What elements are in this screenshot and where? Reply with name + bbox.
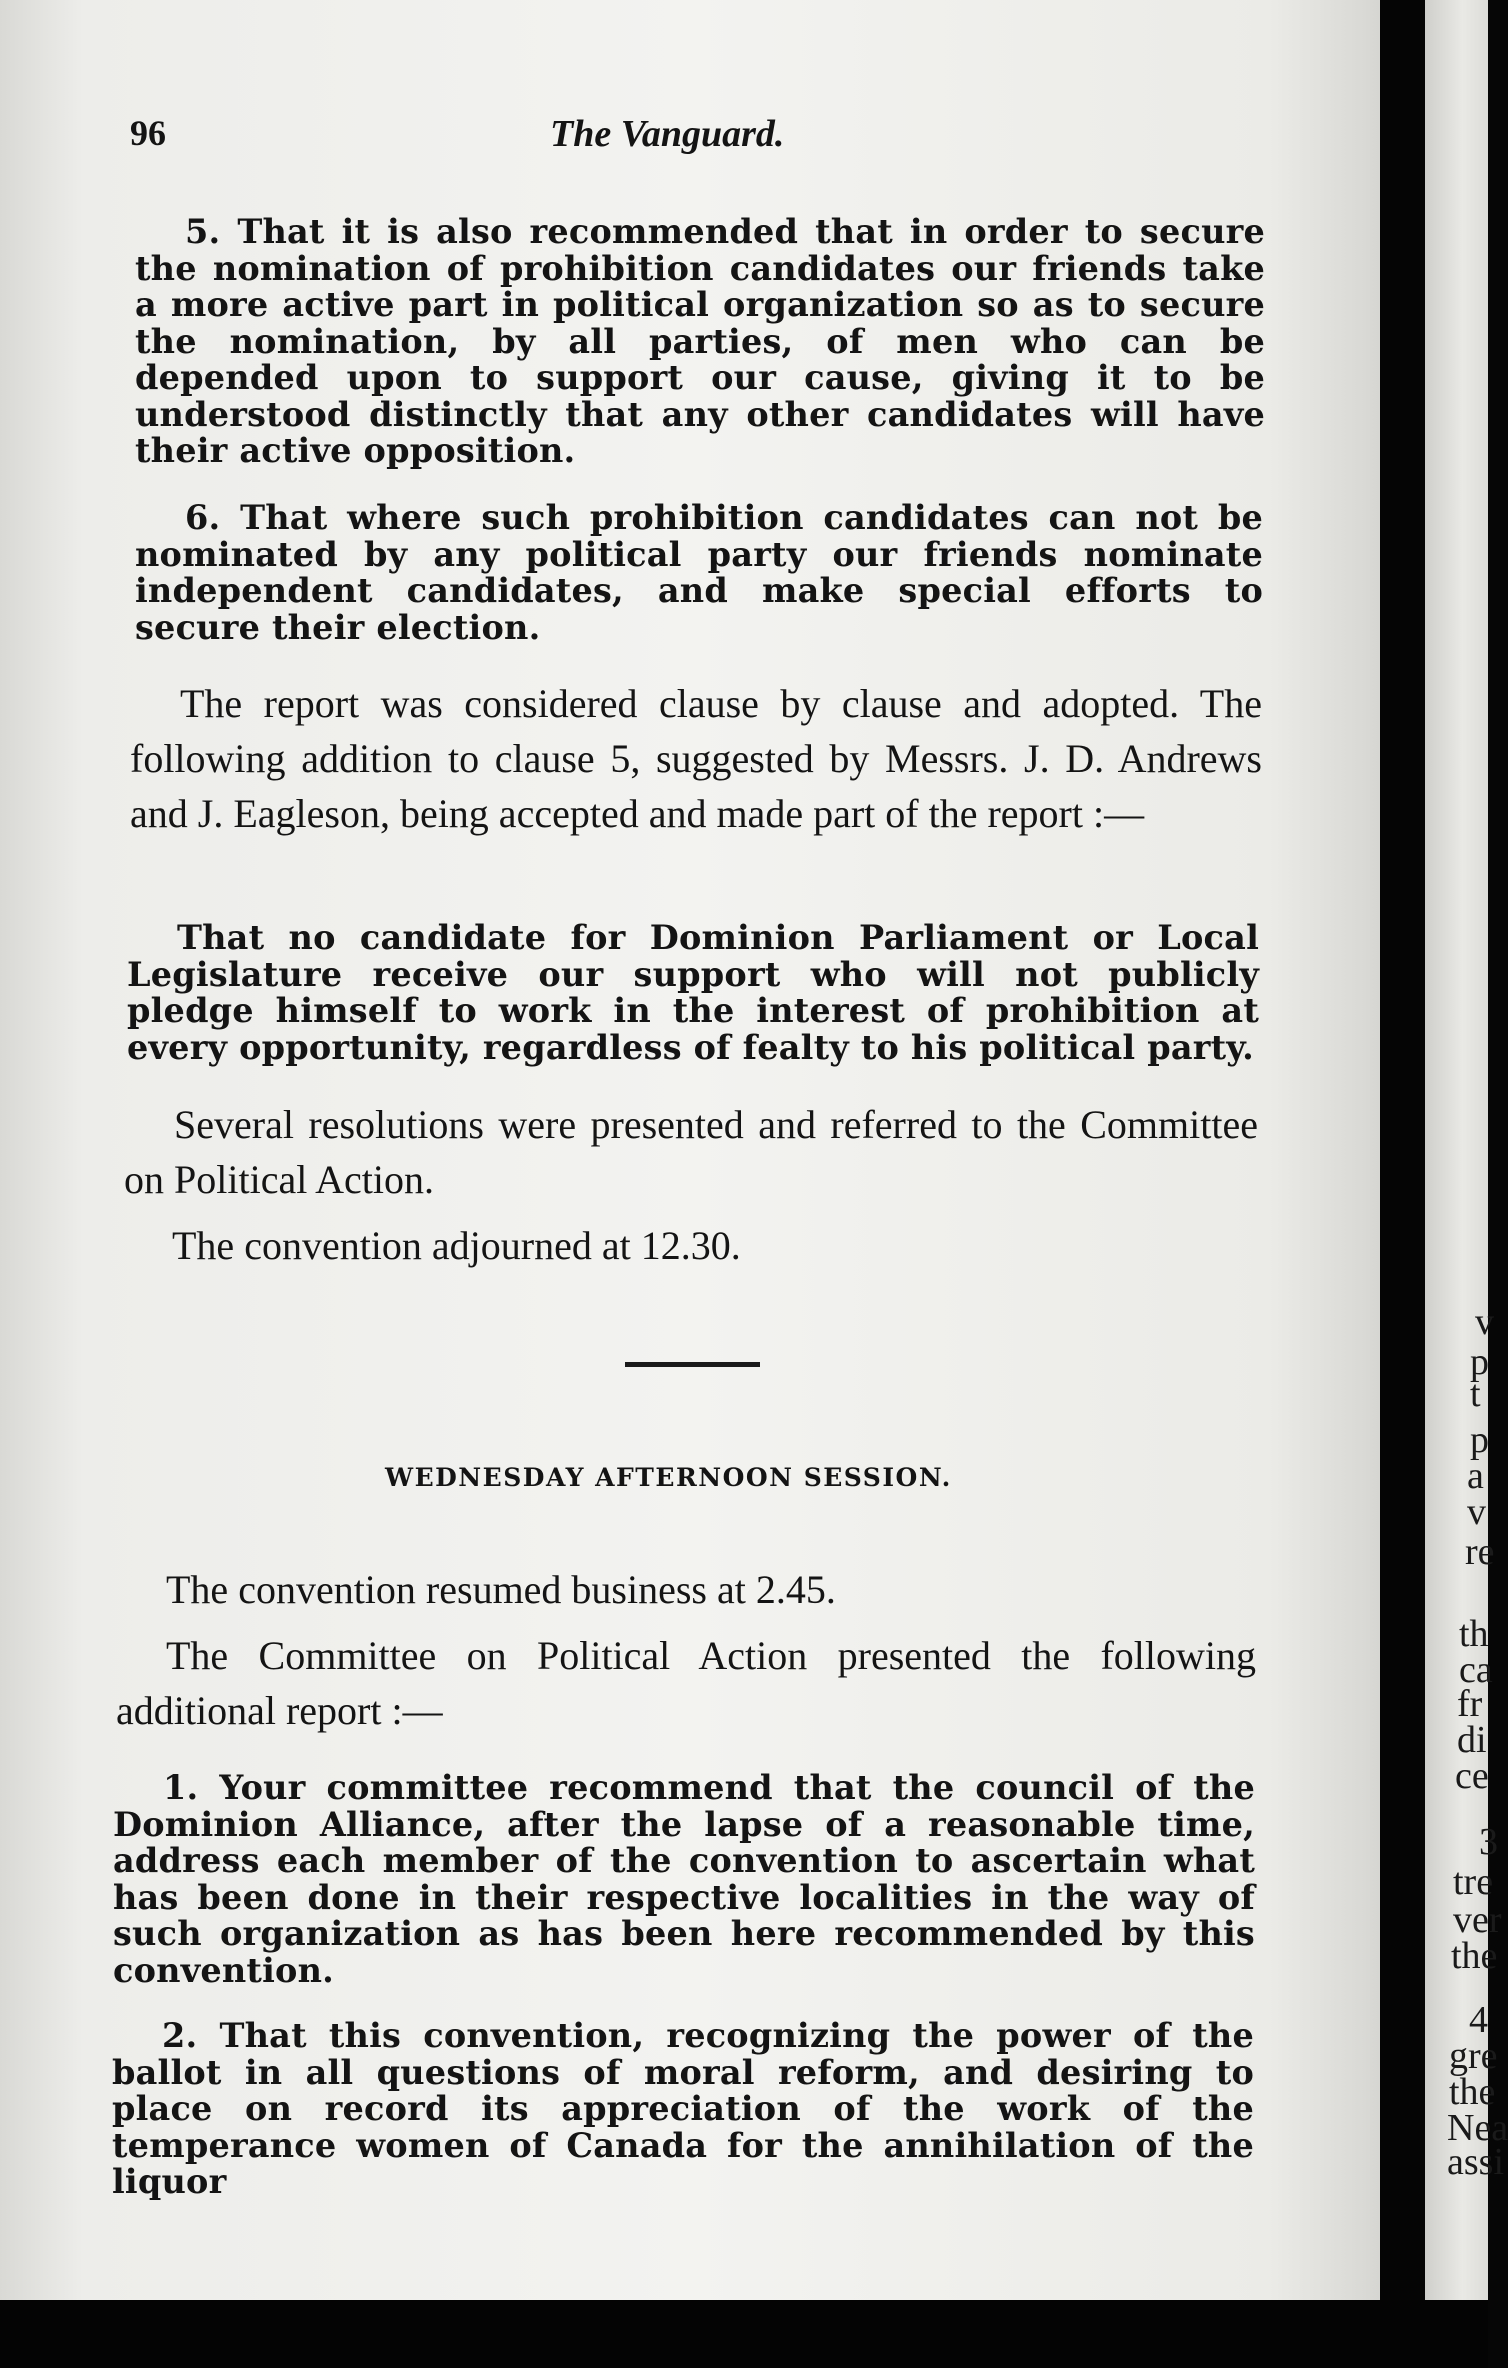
adjacent-text-fragment: the	[1449, 2071, 1496, 2113]
adjacent-page-edge	[1425, 0, 1508, 2300]
session-heading: WEDNESDAY AFTERNOON SESSION.	[385, 1463, 952, 1492]
adjourned-paragraph: The convention adjourned at 12.30.	[172, 1223, 741, 1268]
adjacent-text-fragment: p	[1470, 1419, 1489, 1461]
clause-6-paragraph: 6. That where such prohibition candidates can not be nominated by any political party our friends nominate independent candidates, and make special efforts to secure their election.	[135, 498, 1263, 647]
clause-5-paragraph: 5. That it is also recommended that in order to secure the nomination of prohibition candidates our friends take a more active part in political organization so as to secure the nomination, by all parties, of men who can be depended upon to support our cause, giving it to be understood distinctly that any other candidates will have their active opposition.	[135, 212, 1265, 470]
book-gutter	[1380, 0, 1425, 2300]
adjacent-text-fragment: re	[1465, 1531, 1495, 1573]
section-divider	[625, 1362, 760, 1367]
adjacent-text-fragment: ca	[1459, 1649, 1493, 1691]
addition-paragraph: That no candidate for Dominion Parliament or Local Legislature receive our support who will not publicly pledge himself to work in the interest of prohibition at every opportunity, regardless of fealty to his political party.	[127, 918, 1259, 1067]
adjacent-text-fragment: p	[1470, 1341, 1489, 1383]
page-number: 96	[130, 113, 166, 153]
adjacent-text-fragment: gre	[1449, 2035, 1498, 2077]
adjacent-text-fragment: the	[1451, 1935, 1498, 1977]
adjacent-text-fragment: ce	[1455, 1755, 1489, 1797]
resolutions-paragraph: Several resolutions were presented and referred to the Committee on Political Action.	[124, 1102, 1258, 1202]
adjacent-text-fragment: Nea	[1447, 2107, 1508, 2149]
adjacent-text-fragment: 4	[1469, 1999, 1488, 2041]
adjacent-text-fragment: th	[1459, 1613, 1489, 1655]
resumed-paragraph: The convention resumed business at 2.45.	[166, 1567, 836, 1612]
adjacent-text-fragment: tre	[1453, 1861, 1494, 1903]
running-title: The Vanguard.	[550, 113, 785, 155]
report-adopted-paragraph: The report was considered clause by clause and adopted. The following addition to clause 5, suggested by Messrs. J. D. Andrews and J. Eagleson, being accepted and made part of the report :—	[130, 681, 1262, 836]
adjacent-text-fragment: a	[1467, 1455, 1484, 1497]
scan-border	[0, 2300, 1488, 2368]
adjacent-text-fragment: di	[1457, 1719, 1487, 1761]
adjacent-text-fragment: 3	[1479, 1821, 1498, 1863]
adjacent-text-fragment: fr	[1457, 1683, 1483, 1725]
item-1-paragraph: 1. Your committee recommend that the council of the Dominion Alliance, after the lapse of a reasonable time, address each member of the convention to ascertain what has been done in their respective localities in the way of such organization as has been here recommended by this convention.	[113, 1768, 1255, 1990]
adjacent-text-fragment: ver	[1453, 1899, 1502, 1941]
adjacent-text-fragment: v	[1467, 1491, 1486, 1533]
adjacent-text-fragment: v	[1475, 1301, 1494, 1343]
running-header	[130, 112, 1260, 172]
adjacent-text-fragment: assi	[1447, 2141, 1504, 2183]
adjacent-text-fragment: t	[1470, 1373, 1481, 1415]
item-2-paragraph: 2. That this convention, recognizing the power of the ballot in all questions of moral reform, and desiring to place on record its appreciation of the work of the temperance women of Canada for the annihilation of the liquor	[112, 2016, 1254, 2201]
committee-report-paragraph: The Committee on Political Action presented the following additional report :—	[116, 1633, 1256, 1733]
